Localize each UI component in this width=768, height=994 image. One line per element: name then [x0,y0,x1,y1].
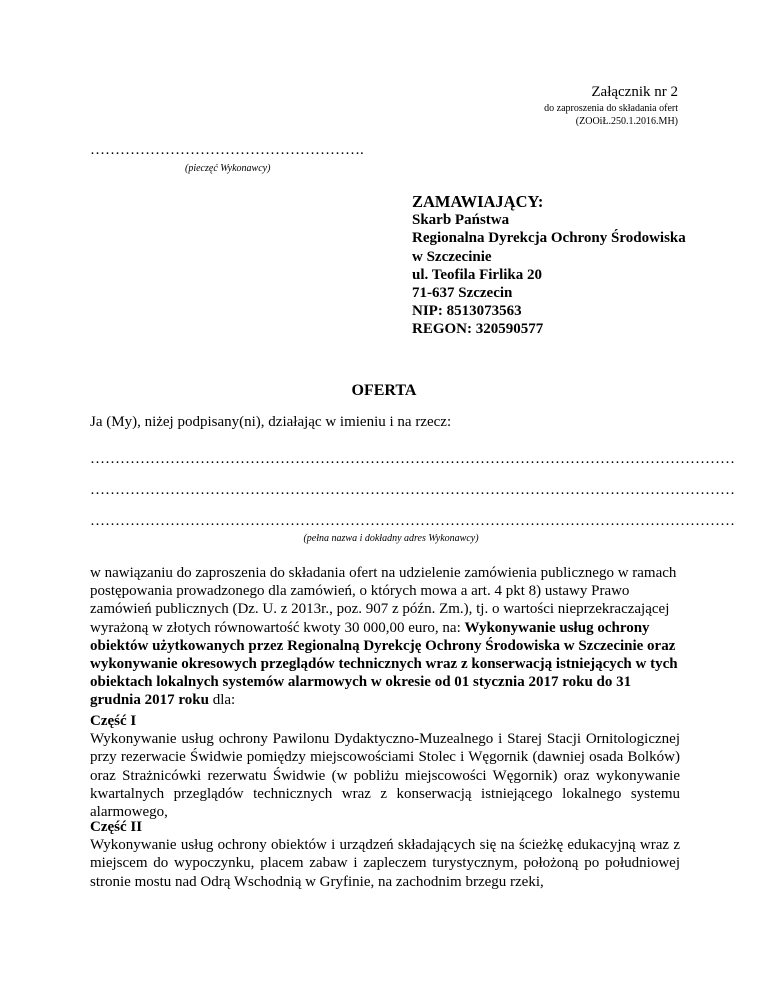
part-heading: Część I [90,713,137,729]
contractor-dots-line: ………………………………………………………………………………………………………………… [90,513,735,529]
part-text: Wykonywanie usług ochrony obiektów i urządzeń składających się na ścieżkę edukacyjną wraz z miejscem do wypoczynku, placem zabaw i zapleczem turystycznym, położoną po południowej stronie mostu nad Odrą Wschodnią w Gryfinie, na zachodnim brzegu rzeki, [90,837,680,890]
buyer-line: Regionalna Dyrekcja Ochrony Środowiska [412,230,686,247]
buyer-line: w Szczecinie [412,248,492,265]
offer-intro: Ja (My), niżej podpisany(ni), działając w imieniu i na rzecz: [90,414,452,430]
contractor-dots-line: ………………………………………………………………………………………………………………… [90,451,735,467]
offer-main-paragraph [90,564,680,710]
contractor-dots-line: ………………………………………………………………………………………………………………… [90,482,735,498]
buyer-block [412,193,686,339]
offer-main-bold: Wykonywanie usług ochrony obiektów użytkowanych przez Regionalną Dyrekcję Ochrony Środowiska w Szczecinie oraz wykonywanie okresowych przeglądów technicznych wraz z konserwacją istniejących w tych obiektach lokalnych systemów alarmowych w okresie od 01 stycznia 2017 roku do 31 grudnia 2017 roku [90,619,678,709]
offer-main-text: w nawiązaniu do zaproszenia do składania ofert na udzielenie zamówienia publicznego w ramach postępowania prowadzonego dla zamówień, o których mowa a art. 4 pkt 8) ustawy Prawo zamówień publicznych (Dz. U. z 2013r., poz. 907 z późn. Zm.), tj. o wartości nieprzekraczającej wyrażoną w złotych równowartość kwoty 30 000,00 euro, na: [90,565,677,636]
part-section [90,818,680,891]
offer-main-tail: dla: [208,692,236,709]
contractor-dots-label: (pełna nazwa i dokładny adres Wykonawcy) [303,533,479,544]
buyer-line: NIP: 8513073563 [412,303,522,320]
offer-title: OFERTA [351,382,417,399]
annex-title: Załącznik nr 2 [591,84,678,100]
part-heading: Część II [90,819,143,835]
buyer-line: ul. Teofila Firlika 20 [412,266,543,283]
annex-sub-line2: (ZOOiŁ.250.1.2016.MH) [575,116,678,127]
buyer-title: ZAMAWIAJĄCY: [412,192,544,211]
part-section [90,712,680,821]
annex-subtitle [544,102,678,128]
stamp-label: (pieczęć Wykonawcy) [185,163,271,174]
part-text: Wykonywanie usług ochrony Pawilonu Dydaktyczno-Muzealnego i Starej Stacji Ornitologicznej przy rezerwacie Świdwie pomiędzy miejscowościami Stolec i Węgornik (dawniej osada Bolków) oraz Strażnicówki rezerwatu Świdwie (w pobliżu miejscowości Węgornik) oraz wykonywanie kwartalnych przeglądów technicznych wraz z konserwacją istniejącego lokalnego systemu alarmowego, [90,731,680,821]
buyer-line: Skarb Państwa [412,212,510,229]
buyer-line: REGON: 320590577 [412,321,544,338]
annex-sub-line1: do zaproszenia do składania ofert [544,103,678,114]
buyer-line: 71-637 Szczecin [412,285,513,302]
stamp-dots: ………………………………………………. [90,142,364,158]
